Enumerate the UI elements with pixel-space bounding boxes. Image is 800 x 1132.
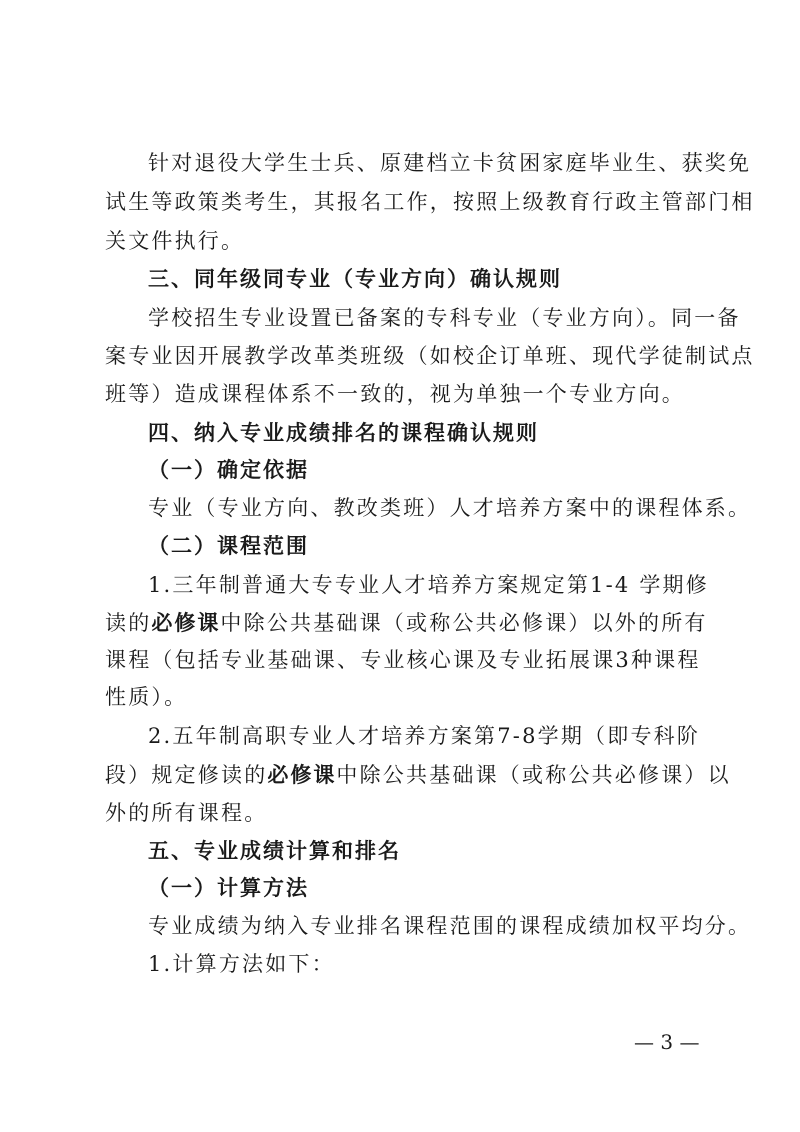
subheading-method: （一）计算方法 [148,876,309,900]
paragraph-line: 针对退役大学生士兵、原建档立卡贫困家庭毕业生、获奖免 [148,151,752,175]
paragraph-line: 学校招生专业设置已备案的专科专业（专业方向）。同一备 [148,306,741,330]
emphasis-text: 必修课 [151,611,221,635]
section-heading-4: 四、纳入专业成绩排名的课程确认规则 [148,421,539,445]
paragraph-line: 专业（专业方向、教改类班）人才培养方案中的课程体系。 [148,496,752,520]
text-run: 读的 [105,611,152,635]
section-heading-5: 五、专业成绩计算和排名 [148,839,401,863]
page-number: — 3 — [634,1030,700,1054]
paragraph-line: 案专业因开展教学改革类班级（如校企订单班、现代学徒制试点 [105,344,755,368]
text-run: 段）规定修读的 [105,763,268,787]
list-item-line: 1.三年制普通大专专业人才培养方案规定第1-4 学期修 [148,573,709,597]
text-run: 中除公共基础课（或称公共必修课）以 [336,763,731,787]
emphasis-text: 必修课 [267,763,337,787]
list-item-line: 外的所有课程。 [105,801,268,825]
paragraph-line: 1.计算方法如下： [148,952,335,976]
paragraph-line: 试生等政策类考生，其报名工作，按照上级教育行政主管部门相 [105,190,755,214]
paragraph-line: 班等）造成课程体系不一致的，视为单独一个专业方向。 [105,382,685,406]
list-item-line: 2.五年制高职专业人才培养方案第7-8学期（即专科阶 [148,724,701,748]
paragraph-line: 专业成绩为纳入专业排名课程范围的课程成绩加权平均分。 [148,914,752,938]
list-item-line [105,610,708,636]
paragraph-line: 关文件执行。 [105,229,245,253]
list-item-line: 课程（包括专业基础课、专业核心课及专业拓展课3种课程 [105,648,701,672]
text-run: 中除公共基础课（或称公共必修课）以外的所有 [220,611,708,635]
list-item-line [105,762,731,788]
section-heading-3: 三、同年级同专业（专业方向）确认规则 [148,267,562,291]
subheading-scope: （二）课程范围 [148,534,309,558]
list-item-line: 性质）。 [105,685,188,709]
subheading-basis: （一）确定依据 [148,458,309,482]
